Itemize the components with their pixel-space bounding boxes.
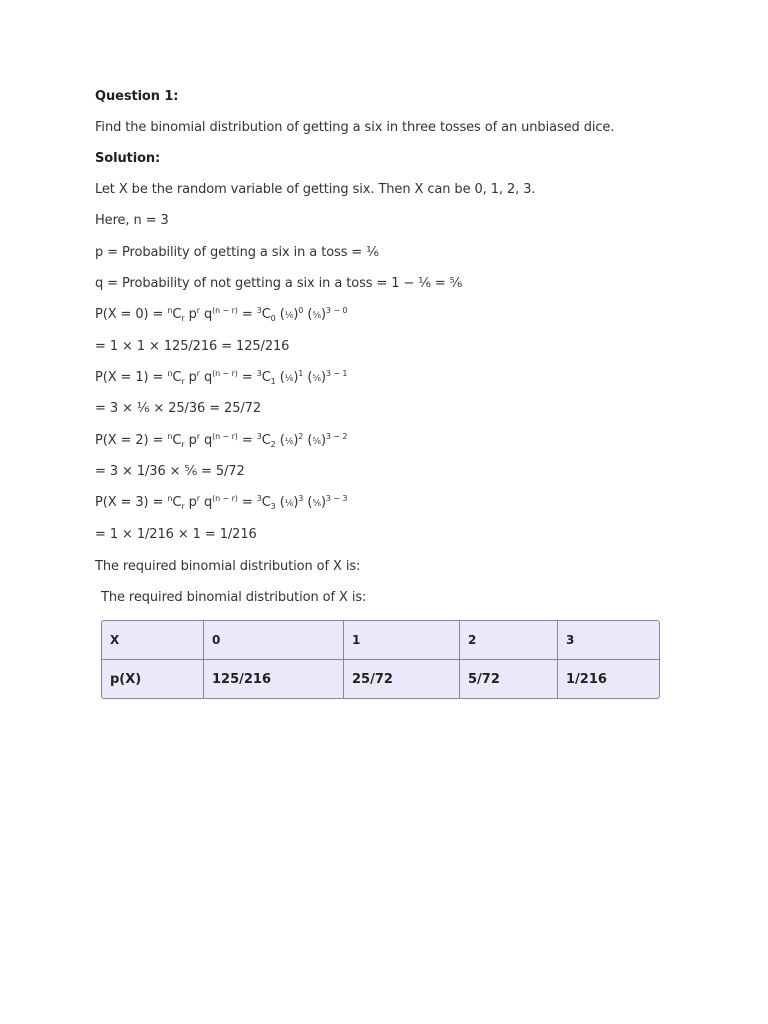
result-x3: = 1 × 1/216 × 1 = 1/216 (95, 527, 257, 542)
table-cell-x2: 2 (460, 621, 558, 660)
solution-line-random-variable: Let X be the random variable of getting six. Then X can be 0, 1, 2, 3. (95, 182, 536, 197)
result-x2: = 3 × 1/36 × ⅚ = 5/72 (95, 464, 245, 479)
question-label: Question 1: (95, 89, 179, 104)
solution-line-n: Here, n = 3 (95, 213, 169, 228)
distribution-table (101, 620, 660, 699)
table-header-row (102, 621, 659, 660)
table-cell-x3: 3 (558, 621, 659, 660)
solution-line-q: q = Probability of not getting a six in a toss = 1 − ⅙ = ⅚ (95, 276, 463, 291)
table-row (102, 660, 659, 698)
table-cell-x1: 1 (344, 621, 460, 660)
formula-x2: $P(X = 2) = ^nC_r$ $p^r$ $q^{(n - r)} = ^3C_2$ (⅙)$^2$ (⅚)$^{3 - 2}$ (95, 432, 348, 449)
table-cell-p1: 25/72 (344, 660, 460, 698)
table-cell-x0: 0 (204, 621, 344, 660)
result-x1: = 3 × ⅙ × 25/36 = 25/72 (95, 401, 261, 416)
formula-x3: $P(X = 3) = ^nC_r$ $p^r$ $q^{(n - r)} = ^3C_3$ (⅙)$^3$ (⅚)$^{3 - 3}$ (95, 494, 348, 511)
question-text: Find the binomial distribution of getting a six in three tosses of an unbiased dice. (95, 120, 615, 135)
conclusion-text: The required binomial distribution of X is: (95, 559, 361, 574)
formula-x0: $P(X = 0) = ^nC_r$ $p^r$ $q^{(n - r)} = ^3C_0$ (⅙)$^0$ (⅚)$^{3 - 0}$ (95, 306, 348, 323)
result-x0: = 1 × 1 × 125/216 = 125/216 (95, 339, 290, 354)
formula-x1: $P(X = 1) = ^nC_r$ $p^r$ $q^{(n - r)} = ^3C_1$ (⅙)$^1$ (⅚)$^{3 - 1}$ (95, 369, 348, 386)
table-cell-p2: 5/72 (460, 660, 558, 698)
solution-label: Solution: (95, 151, 161, 166)
table-cell-p0: 125/216 (204, 660, 344, 698)
solution-line-p: p = Probability of getting a six in a toss = ⅙ (95, 245, 379, 260)
table-cell-x-label: X (102, 621, 204, 660)
table-cell-px-label: p(X) (102, 660, 204, 698)
table-cell-p3: 1/216 (566, 671, 607, 687)
conclusion-text-repeat: The required binomial distribution of X is: (101, 590, 367, 605)
